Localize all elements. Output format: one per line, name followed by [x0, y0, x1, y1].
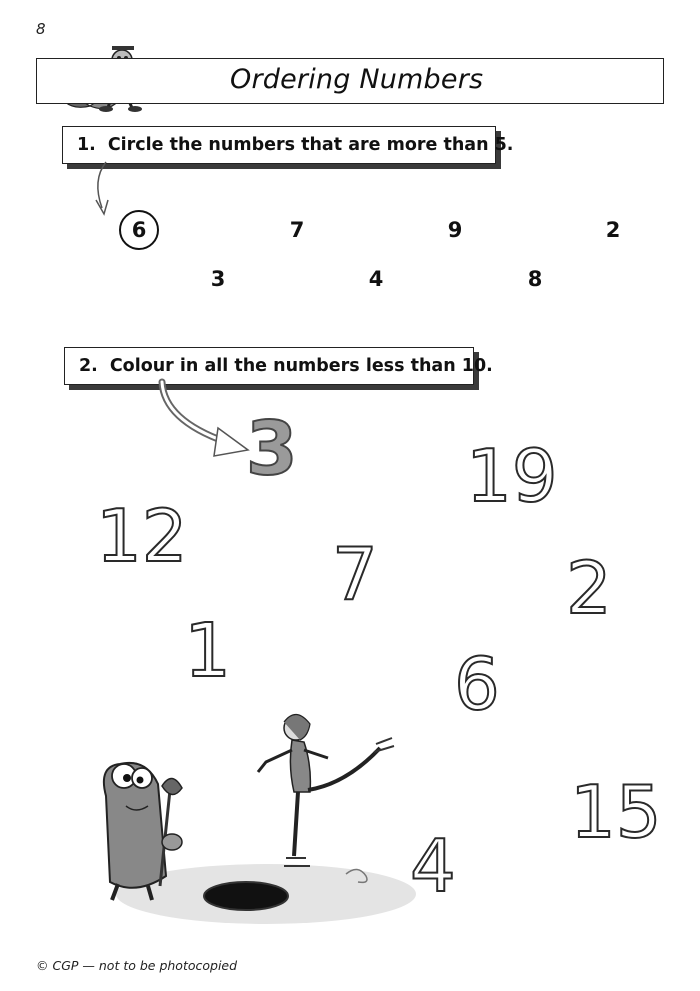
- q1-number-6[interactable]: 6: [131, 218, 147, 242]
- question-1-instruction: [62, 126, 514, 164]
- q1-number-8[interactable]: 8: [527, 267, 543, 291]
- page-title: Ordering Numbers: [230, 64, 484, 95]
- question-1-number: 1.: [77, 135, 96, 155]
- question-1-arrow: [92, 160, 132, 220]
- q2-number-1[interactable]: 1: [184, 608, 232, 694]
- ice-skating-illustration: [96, 706, 426, 936]
- q1-number-9[interactable]: 9: [447, 218, 463, 242]
- q1-number-7[interactable]: 7: [289, 218, 305, 242]
- q2-number-3[interactable]: 3: [246, 406, 298, 492]
- q2-number-7[interactable]: 7: [332, 532, 378, 616]
- q1-number-2[interactable]: 2: [605, 218, 621, 242]
- question-1-text: Circle the numbers that are more than 5.: [107, 135, 514, 155]
- question-2-text: Colour in all the numbers less than 10.: [109, 356, 493, 376]
- q2-number-12[interactable]: 12: [96, 494, 188, 578]
- q2-number-15[interactable]: 15: [570, 770, 662, 854]
- question-2-number: 2.: [79, 356, 98, 376]
- q1-number-3[interactable]: 3: [210, 267, 226, 291]
- q1-number-4[interactable]: 4: [368, 267, 384, 291]
- copyright-footer: © CGP — not to be photocopied: [36, 958, 238, 973]
- q2-number-19[interactable]: 19: [466, 434, 558, 518]
- question-2-instruction: [64, 347, 493, 385]
- q2-number-4[interactable]: 4: [410, 824, 456, 908]
- q2-number-6[interactable]: 6: [454, 642, 500, 726]
- page-number: 8: [36, 20, 46, 38]
- q2-number-2[interactable]: 2: [566, 546, 612, 630]
- question-2-arrow: [156, 380, 256, 470]
